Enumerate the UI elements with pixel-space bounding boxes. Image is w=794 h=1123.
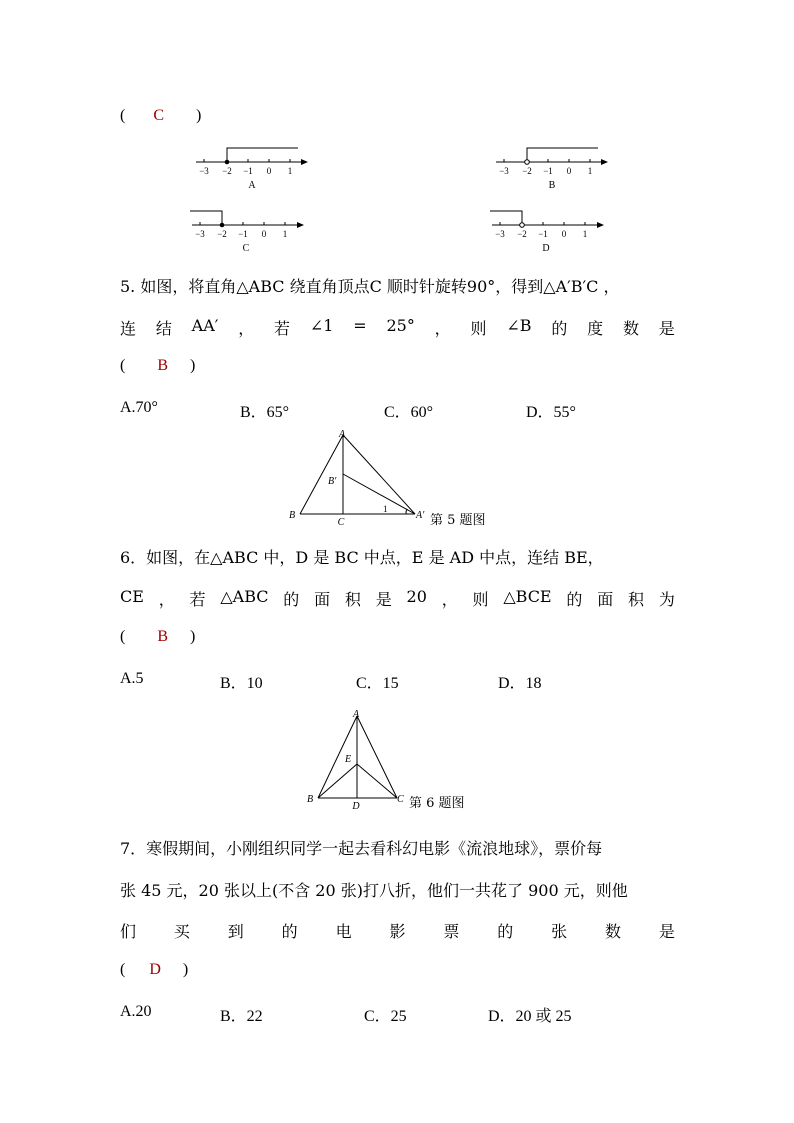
nl-a-tick-4: 0 <box>266 166 272 176</box>
fig6-label-e: E <box>345 754 352 765</box>
q4-answer: C <box>153 107 164 124</box>
q4-paren-close: ) <box>196 107 202 124</box>
q6-answer-line <box>120 628 195 646</box>
number-line-d <box>486 205 611 255</box>
q5-text-line-1: 5. 如图，将直角△ABC 绕直角顶点C 顺时针旋转90°，得到△A′B′C ， <box>120 277 620 296</box>
nl-b-tick-2: −2 <box>522 166 532 176</box>
q7-option-a: A.20 <box>120 1003 152 1020</box>
nl-d-tick-1: −3 <box>495 229 505 239</box>
fig5-label-angle-1: 1 <box>383 504 388 514</box>
number-line-a <box>190 142 315 192</box>
q5-option-a: A.70° <box>120 399 158 416</box>
nl-c-tick-2: −2 <box>217 229 227 239</box>
nl-d-tick-5: 1 <box>582 229 588 239</box>
number-line-c <box>186 205 311 255</box>
q7-option-d: D．20 或 25 <box>488 1008 572 1025</box>
q7-paren-open: ( <box>120 961 126 978</box>
nl-b-tick-4: 0 <box>566 166 572 176</box>
fig5-label-a: A <box>338 429 346 440</box>
q6-paren-close: ) <box>190 628 196 645</box>
nl-c-tick-1: −3 <box>195 229 205 239</box>
q5-paren-close: ) <box>190 357 196 374</box>
nl-a-label: A <box>248 180 256 191</box>
q6-option-a: A.5 <box>120 670 144 687</box>
q7-option-c: C．25 <box>364 1008 407 1025</box>
q4-answer-line <box>120 107 201 125</box>
q5-option-b: B．65° <box>240 404 290 421</box>
nl-a-tick-2: −2 <box>222 166 232 176</box>
q6-text-line-1: 6．如图，在△ABC 中，D 是 BC 中点，E 是 AD 中点，连结 BE， <box>120 548 604 567</box>
fig5-caption: 第 5 题图 <box>430 513 486 528</box>
q4-paren-open: ( <box>120 107 126 124</box>
q5-option-c: C．60° <box>384 404 434 421</box>
q7-text-line-1: 7．寒假期间，小刚组织同学一起去看科幻电影《流浪地球》，票价每 <box>120 839 603 858</box>
q6-option-c: C．15 <box>356 675 399 692</box>
nl-b-label: B <box>548 180 556 191</box>
q6-answer: B <box>157 628 168 645</box>
nl-b-tick-3: −1 <box>543 166 553 176</box>
q5-text-line-2: 连 结 AA′ ， 若 ∠1 = 25° ， 则 ∠B 的 度 数 是 <box>120 316 675 338</box>
nl-b-tick-1: −3 <box>499 166 509 176</box>
nl-d-tick-4: 0 <box>561 229 567 239</box>
q6-paren-open: ( <box>120 628 126 645</box>
q5-figure <box>285 425 515 530</box>
q7-answer: D <box>149 961 161 978</box>
q5-option-d: D．55° <box>526 404 576 421</box>
fig6-caption: 第 6 题图 <box>409 796 465 811</box>
q5-paren-open: ( <box>120 357 126 374</box>
nl-a-tick-5: 1 <box>287 166 293 176</box>
q6-text-line-2: CE ， 若 △ABC 的 面 积 是 20 ， 则 △BCE 的 面 积 为 <box>120 587 675 609</box>
nl-b-tick-5: 1 <box>587 166 593 176</box>
fig5-label-b-prime: B′ <box>328 476 337 487</box>
fig5-label-a-prime: A′ <box>416 510 425 521</box>
number-line-b <box>490 142 615 192</box>
fig5-label-b: B <box>289 510 296 521</box>
fig6-label-c: C <box>397 794 404 805</box>
nl-c-label: C <box>242 243 250 254</box>
nl-d-label: D <box>542 243 550 254</box>
nl-a-tick-1: −3 <box>199 166 209 176</box>
fig5-label-c: C <box>337 517 345 528</box>
nl-d-tick-2: −2 <box>517 229 527 239</box>
q6-option-d: D．18 <box>498 675 542 692</box>
q5-answer: B <box>157 357 168 374</box>
nl-c-tick-3: −1 <box>238 229 248 239</box>
nl-a-tick-3: −1 <box>243 166 253 176</box>
fig6-label-b: B <box>307 794 314 805</box>
fig6-label-d: D <box>352 801 360 812</box>
q7-text-line-3: 们 买 到 的 电 影 票 的 张 数 是 <box>120 922 675 941</box>
nl-c-tick-5: 1 <box>282 229 288 239</box>
q7-text-line-2: 张 45 元，20 张以上(不含 20 张)打八折，他们一共花了 900 元，则他 <box>120 881 628 900</box>
q6-option-b: B．10 <box>220 675 263 692</box>
q7-option-b: B．22 <box>220 1008 263 1025</box>
q7-answer-line <box>120 961 188 979</box>
q6-figure <box>302 705 502 815</box>
nl-d-tick-3: −1 <box>538 229 548 239</box>
q5-answer-line <box>120 357 195 375</box>
nl-c-tick-4: 0 <box>261 229 267 239</box>
fig6-label-a: A <box>352 709 360 720</box>
q7-paren-close: ) <box>182 961 189 978</box>
